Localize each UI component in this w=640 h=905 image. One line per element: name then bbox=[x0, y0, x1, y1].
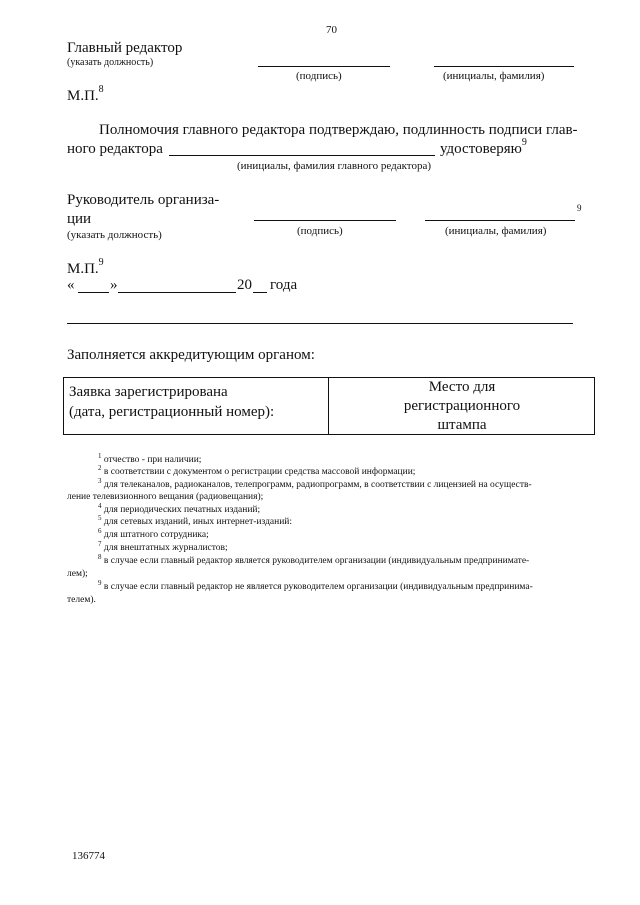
org-head-footnote-ref: 9 bbox=[577, 203, 582, 213]
org-head-signature-label: (подпись) bbox=[297, 225, 343, 237]
stamp-place-line-3: штампа bbox=[437, 417, 487, 433]
seal-footnote-ref: 9 bbox=[98, 257, 104, 268]
confirmation-caption: (инициалы, фамилия главного редактора) bbox=[237, 160, 432, 172]
date-open-quote: « bbox=[67, 277, 75, 293]
certify-footnote-ref: 9 bbox=[521, 137, 527, 148]
org-head-signature-line bbox=[254, 220, 396, 221]
date-year-prefix: 20 bbox=[237, 277, 252, 293]
chief-editor-signature-label: (подпись) bbox=[296, 70, 342, 82]
footnote-number: 2 bbox=[98, 463, 102, 472]
footnote-number: 8 bbox=[98, 552, 102, 561]
footnote-9-continuation: телем). bbox=[67, 595, 96, 605]
seal-footnote-ref: 8 bbox=[98, 84, 104, 95]
stamp-place-line-1: Место для bbox=[428, 379, 496, 395]
confirmation-line-1: Полномочия главного редактора подтверждаю, подлинность подписи глав- bbox=[99, 122, 578, 138]
seal-mark: М.П. bbox=[67, 88, 99, 104]
footnote-6 bbox=[98, 526, 209, 542]
registration-left-line-1: Заявка зарегистрирована bbox=[69, 384, 228, 400]
date-year-suffix: года bbox=[270, 277, 298, 293]
document-code: 136774 bbox=[72, 850, 105, 862]
footnote-9 bbox=[98, 578, 533, 594]
footnote-text: в случае если главный редактор не является руководителем организации (индивидуальным предпринима- bbox=[103, 582, 533, 592]
date-month-line bbox=[118, 292, 236, 293]
chief-editor-position-hint: (указать должность) bbox=[67, 57, 154, 68]
org-head-seal bbox=[67, 257, 104, 278]
chief-editor-title: Главный редактор bbox=[67, 40, 183, 56]
footnote-number: 3 bbox=[98, 476, 102, 485]
stamp-place bbox=[329, 378, 595, 435]
chief-editor-initials-line bbox=[434, 66, 574, 67]
confirmation-line-2-prefix: ного редактора bbox=[67, 141, 163, 157]
footnote-7 bbox=[98, 539, 228, 555]
footnote-text: для штатного сотрудника; bbox=[103, 530, 209, 540]
footnote-number: 4 bbox=[98, 501, 102, 510]
certify-word: удостоверяю bbox=[440, 141, 522, 157]
org-head-line-1: Руководитель организа- bbox=[67, 192, 220, 208]
separator-line bbox=[67, 323, 573, 324]
seal-mark: М.П. bbox=[67, 261, 99, 277]
footnote-number: 1 bbox=[98, 451, 102, 460]
footnote-text: в соответствии с документом о регистрации средства массовой информации; bbox=[103, 467, 416, 477]
footnote-3-continuation: ление телевизионного вещания (радиовещания); bbox=[67, 492, 264, 502]
footnote-number: 5 bbox=[98, 513, 102, 522]
footnote-number: 9 bbox=[98, 578, 102, 587]
chief-editor-signature-line bbox=[258, 66, 390, 67]
accreditation-heading: Заполняется аккредитующим органом: bbox=[67, 347, 315, 363]
org-head-line-2: ции bbox=[67, 211, 92, 227]
footnote-number: 7 bbox=[98, 539, 102, 548]
footnote-text: для периодических печатных изданий; bbox=[103, 505, 261, 515]
org-head-position-hint: (указать должность) bbox=[67, 229, 162, 241]
org-head-initials-label: (инициалы, фамилия) bbox=[445, 225, 547, 237]
footnote-5 bbox=[98, 513, 293, 529]
footnote-8 bbox=[98, 552, 530, 568]
footnote-text: для телеканалов, радиоканалов, телепрограмм, радиопрограмм, в соответствии с лицензией на осуществ- bbox=[103, 480, 532, 490]
registration-left-line-2: (дата, регистрационный номер): bbox=[69, 404, 275, 420]
footnote-2 bbox=[98, 463, 416, 479]
footnote-number: 6 bbox=[98, 526, 102, 535]
chief-editor-seal bbox=[67, 84, 104, 105]
date-year-line bbox=[253, 292, 267, 293]
date-day-line bbox=[78, 292, 109, 293]
chief-editor-initials-label: (инициалы, фамилия) bbox=[443, 70, 545, 82]
footnote-8-continuation: лем); bbox=[67, 569, 88, 579]
date-close-quote: » bbox=[110, 277, 118, 293]
footnote-text: для сетевых изданий, иных интернет-изданий: bbox=[103, 517, 293, 527]
footnote-text: отчество - при наличии; bbox=[103, 455, 202, 465]
footnote-text: для внештатных журналистов; bbox=[103, 543, 228, 553]
stamp-place-line-2: регистрационного bbox=[403, 398, 521, 414]
chief-editor-name-line bbox=[169, 155, 435, 156]
page-number: 70 bbox=[326, 24, 337, 36]
confirmation-line-2-suffix bbox=[440, 137, 527, 158]
footnote-text: в случае если главный редактор является руководителем организации (индивидуальным предпринимате- bbox=[103, 556, 530, 566]
org-head-initials-line bbox=[425, 220, 575, 221]
